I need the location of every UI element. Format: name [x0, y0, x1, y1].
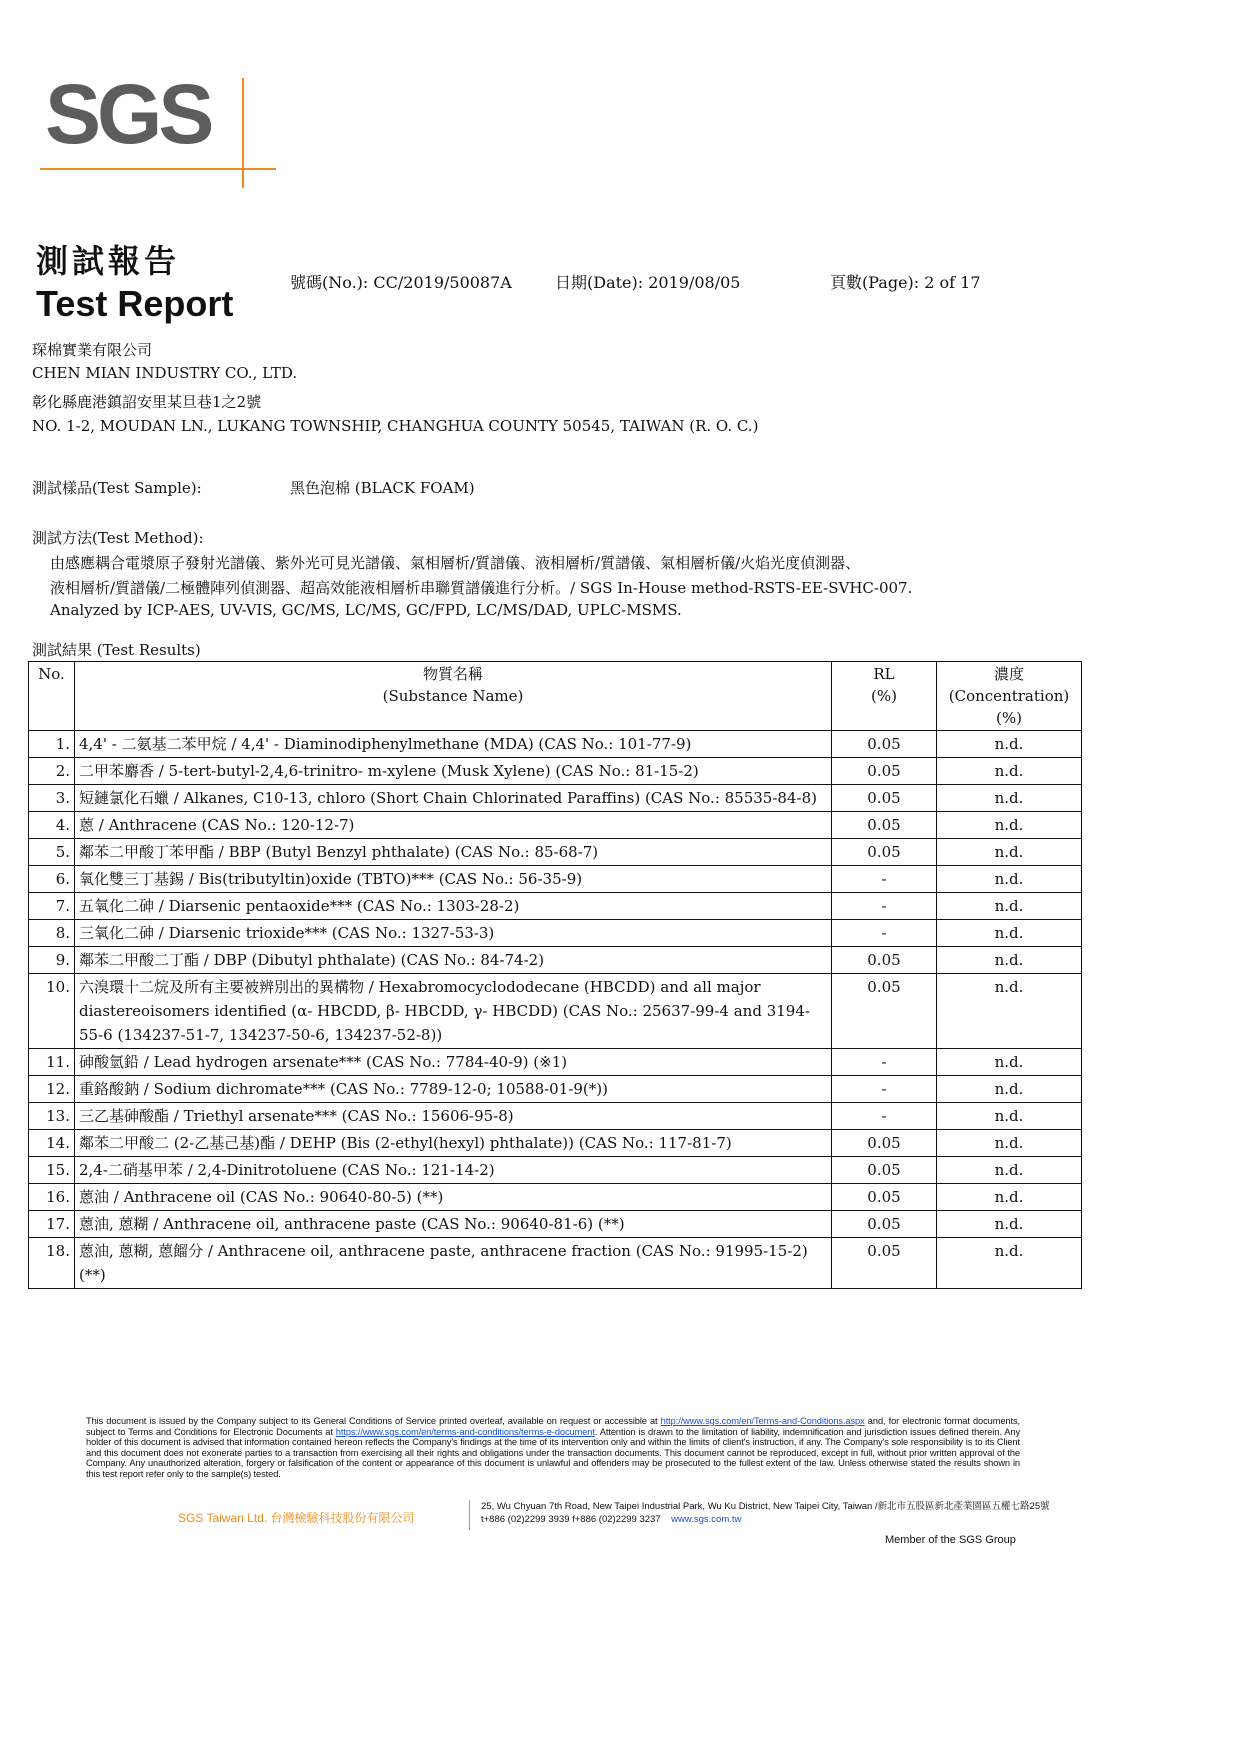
cell-rl: 0.05	[832, 1184, 937, 1211]
header-concentration	[937, 662, 1082, 731]
client-address-en: NO. 1-2, MOUDAN LN., LUKANG TOWNSHIP, CHANGHUA COUNTY 50545, TAIWAN (R. O. C.)	[32, 417, 759, 435]
cell-concentration: n.d.	[937, 1184, 1082, 1211]
table-row	[29, 731, 1082, 758]
cell-rl: -	[832, 1103, 937, 1130]
results-header-row	[29, 662, 1082, 731]
cell-concentration: n.d.	[937, 1130, 1082, 1157]
cell-rl: -	[832, 1049, 937, 1076]
client-name-cn: 琛棉實業有限公司	[32, 341, 153, 359]
e-document-terms-link[interactable]: https://www.sgs.com/en/terms-and-conditions/terms-e-document	[335, 1426, 595, 1437]
cell-concentration: n.d.	[937, 1103, 1082, 1130]
cell-concentration: n.d.	[937, 920, 1082, 947]
cell-no: 11.	[29, 1049, 75, 1076]
cell-substance-name: 砷酸氫鉛 / Lead hydrogen arsenate*** (CAS No.: 7784-40-9) (※1)	[75, 1049, 832, 1076]
test-method-line: 由感應耦合電漿原子發射光譜儀、紫外光可見光譜儀、氣相層析/質譜儀、液相層析/質譜儀、氣相層析儀/火焰光度偵測器、	[50, 554, 861, 572]
client-name-en: CHEN MIAN INDUSTRY CO., LTD.	[32, 364, 298, 382]
footer-contact	[481, 1500, 1050, 1526]
cell-rl: 0.05	[832, 812, 937, 839]
cell-substance-name: 五氧化二砷 / Diarsenic pentaoxide*** (CAS No.: 1303-28-2)	[75, 893, 832, 920]
logo-accent-line	[40, 168, 276, 170]
header-substance-en: (Substance Name)	[382, 687, 524, 705]
table-row	[29, 866, 1082, 893]
cell-no: 3.	[29, 785, 75, 812]
cell-no: 17.	[29, 1211, 75, 1238]
table-row	[29, 758, 1082, 785]
cell-substance-name: 鄰苯二甲酸丁苯甲酯 / BBP (Butyl Benzyl phthalate) (CAS No.: 85-68-7)	[75, 839, 832, 866]
cell-rl: 0.05	[832, 1211, 937, 1238]
cell-substance-name: 氧化雙三丁基錫 / Bis(tributyltin)oxide (TBTO)*** (CAS No.: 56-35-9)	[75, 866, 832, 893]
table-row	[29, 1238, 1082, 1289]
footer-website-link[interactable]: www.sgs.com.tw	[671, 1514, 742, 1525]
results-body	[29, 731, 1082, 1289]
table-row	[29, 785, 1082, 812]
cell-no: 5.	[29, 839, 75, 866]
cell-substance-name: 二甲苯麝香 / 5-tert-butyl-2,4,6-trinitro- m-xylene (Musk Xylene) (CAS No.: 81-15-2)	[75, 758, 832, 785]
cell-substance-name: 三氧化二砷 / Diarsenic trioxide*** (CAS No.: 1327-53-3)	[75, 920, 832, 947]
test-method-label: 測試方法(Test Method):	[32, 529, 204, 547]
cell-concentration: n.d.	[937, 785, 1082, 812]
cell-rl: 0.05	[832, 1238, 937, 1289]
table-row	[29, 1103, 1082, 1130]
cell-substance-name: 鄰苯二甲酸二丁酯 / DBP (Dibutyl phthalate) (CAS No.: 84-74-2)	[75, 947, 832, 974]
footer-address: 25, Wu Chyuan 7th Road, New Taipei Industrial Park, Wu Ku District, New Taipei City, Taiwan /新北市五股區新北產業園區五權七路25號	[481, 1501, 1050, 1512]
test-sample-label: 測試樣品(Test Sample):	[32, 479, 202, 497]
header-rl-unit: (%)	[871, 687, 897, 705]
cell-concentration: n.d.	[937, 758, 1082, 785]
cell-substance-name: 蒽 / Anthracene (CAS No.: 120-12-7)	[75, 812, 832, 839]
cell-concentration: n.d.	[937, 839, 1082, 866]
table-row	[29, 1184, 1082, 1211]
header-conc-unit: (%)	[996, 709, 1022, 727]
cell-rl: 0.05	[832, 785, 937, 812]
cell-rl: 0.05	[832, 1130, 937, 1157]
report-date: 日期(Date): 2019/08/05	[555, 273, 741, 292]
cell-rl: 0.05	[832, 947, 937, 974]
header-conc-cn: 濃度	[993, 665, 1024, 683]
cell-substance-name: 三乙基砷酸酯 / Triethyl arsenate*** (CAS No.: 15606-95-8)	[75, 1103, 832, 1130]
member-of-sgs: Member of the SGS Group	[885, 1534, 1016, 1546]
table-row	[29, 893, 1082, 920]
disclaimer-text: and, for electronic format documents, subject to Terms and Conditions for Electronic Documents at	[86, 1416, 1021, 1437]
cell-rl: 0.05	[832, 839, 937, 866]
client-address-cn: 彰化縣鹿港鎮詔安里某旦巷1之2號	[32, 393, 262, 411]
table-row	[29, 839, 1082, 866]
report-number: 號碼(No.): CC/2019/50087A	[290, 273, 512, 292]
cell-concentration: n.d.	[937, 1157, 1082, 1184]
footer-phone: t+886 (02)2299 3939 f+886 (02)2299 3237	[481, 1514, 661, 1525]
cell-rl: -	[832, 893, 937, 920]
cell-substance-name: 短鏈氯化石蠟 / Alkanes, C10-13, chloro (Short Chain Chlorinated Paraffins) (CAS No.: 85535-84-8)	[75, 785, 832, 812]
table-row	[29, 920, 1082, 947]
cell-substance-name: 4,4' - 二氨基二苯甲烷 / 4,4' - Diaminodiphenylmethane (MDA) (CAS No.: 101-77-9)	[75, 731, 832, 758]
table-row	[29, 1076, 1082, 1103]
cell-substance-name: 六溴環十二烷及所有主要被辨別出的異構物 / Hexabromocyclododecane (HBCDD) and all major diastereoisomers identified (α- HBCDD, β- HBCDD, γ- HBCDD) (CAS No.: 25637-99-4 and 3194-55-6 (134237-51-7, 134237-50-6, 134237-52-8))	[75, 974, 832, 1049]
cell-concentration: n.d.	[937, 1076, 1082, 1103]
test-results-label: 測試結果 (Test Results)	[32, 641, 201, 659]
cell-concentration: n.d.	[937, 947, 1082, 974]
cell-concentration: n.d.	[937, 1238, 1082, 1289]
sgs-logo-text: SGS	[45, 67, 211, 161]
cell-rl: 0.05	[832, 731, 937, 758]
disclaimer-text: . Attention is drawn to the limitation of liability, indemnification and jurisdiction issues defined therein. Any holder of this document is advised that information contained hereon reflects the Company's findings at the time of its intervention only and within the limits of client's instruction, if any. The Company's sole responsibility is to its Client and this document does not exonerate parties to a transaction from exercising all their rights and obligations under the transaction documents. This document cannot be reproduced, except in full, without prior written approval of the Company. Any unauthorized alteration, forgery or falsification of the content or appearance of this document is unlawful and offenders may be prosecuted to the fullest extent of the law. Unless otherwise stated the results shown in this test report refer only to the sample(s) tested.	[86, 1426, 1020, 1479]
table-row	[29, 1049, 1082, 1076]
footer-disclaimer	[86, 1416, 1020, 1480]
report-title-cn: 測試報告	[36, 242, 181, 280]
results-table	[28, 661, 1082, 1289]
footer-company: SGS Taiwan Ltd. 台灣檢驗科技股份有限公司	[178, 1511, 415, 1525]
cell-no: 7.	[29, 893, 75, 920]
footer-separator	[469, 1500, 470, 1530]
cell-substance-name: 蒽油, 蒽糊 / Anthracene oil, anthracene paste (CAS No.: 90640-81-6) (**)	[75, 1211, 832, 1238]
terms-link[interactable]: http://www.sgs.com/en/Terms-and-Conditions.aspx	[660, 1416, 865, 1426]
cell-no: 18.	[29, 1238, 75, 1289]
cell-concentration: n.d.	[937, 1211, 1082, 1238]
test-method-line: Analyzed by ICP-AES, UV-VIS, GC/MS, LC/MS, GC/FPD, LC/MS/DAD, UPLC-MSMS.	[50, 601, 682, 619]
cell-substance-name: 2,4-二硝基甲苯 / 2,4-Dinitrotoluene (CAS No.: 121-14-2)	[75, 1157, 832, 1184]
cell-concentration: n.d.	[937, 812, 1082, 839]
cell-rl: 0.05	[832, 974, 937, 1049]
cell-no: 9.	[29, 947, 75, 974]
table-row	[29, 1157, 1082, 1184]
cell-substance-name: 重鉻酸鈉 / Sodium dichromate*** (CAS No.: 7789-12-0; 10588-01-9(*))	[75, 1076, 832, 1103]
cell-substance-name: 蒽油 / Anthracene oil (CAS No.: 90640-80-5) (**)	[75, 1184, 832, 1211]
cell-no: 14.	[29, 1130, 75, 1157]
table-row	[29, 974, 1082, 1049]
cell-concentration: n.d.	[937, 893, 1082, 920]
table-row	[29, 812, 1082, 839]
cell-no: 10.	[29, 974, 75, 1049]
cell-no: 6.	[29, 866, 75, 893]
disclaimer-text: This document is issued by the Company subject to its General Conditions of Service printed overleaf, available on request or accessible at	[86, 1416, 658, 1426]
table-row	[29, 1130, 1082, 1157]
header-substance	[75, 662, 832, 731]
test-sample-value: 黑色泡棉 (BLACK FOAM)	[290, 479, 475, 497]
cell-no: 12.	[29, 1076, 75, 1103]
test-method-line: 液相層析/質譜儀/二極體陣列偵測器、超高效能液相層析串聯質譜儀進行分析。/ SGS In-House method-RSTS-EE-SVHC-007.	[50, 579, 913, 597]
cell-no: 1.	[29, 731, 75, 758]
cell-concentration: n.d.	[937, 866, 1082, 893]
cell-no: 16.	[29, 1184, 75, 1211]
report-title-en: Test Report	[36, 283, 234, 324]
table-row	[29, 947, 1082, 974]
header-no-text: No.	[38, 665, 65, 683]
cell-no: 2.	[29, 758, 75, 785]
cell-no: 8.	[29, 920, 75, 947]
cell-concentration: n.d.	[937, 1049, 1082, 1076]
cell-rl: -	[832, 920, 937, 947]
cell-substance-name: 蒽油, 蒽糊, 蒽餾分 / Anthracene oil, anthracene paste, anthracene fraction (CAS No.: 91995-15-2) (**)	[75, 1238, 832, 1289]
cell-substance-name: 鄰苯二甲酸二 (2-乙基己基)酯 / DEHP (Bis (2-ethyl(hexyl) phthalate)) (CAS No.: 117-81-7)	[75, 1130, 832, 1157]
logo-accent-line-vertical	[242, 78, 244, 188]
cell-rl: 0.05	[832, 758, 937, 785]
cell-rl: -	[832, 1076, 937, 1103]
header-rl-text: RL	[873, 665, 895, 683]
header-substance-cn: 物質名稱	[422, 665, 483, 683]
cell-no: 15.	[29, 1157, 75, 1184]
header-conc-en: (Concentration)	[948, 687, 1070, 705]
cell-concentration: n.d.	[937, 731, 1082, 758]
cell-no: 4.	[29, 812, 75, 839]
table-row	[29, 1211, 1082, 1238]
header-rl	[832, 662, 937, 731]
page-number: 頁數(Page): 2 of 17	[830, 273, 981, 292]
cell-rl: -	[832, 866, 937, 893]
cell-no: 13.	[29, 1103, 75, 1130]
header-no	[29, 662, 75, 731]
cell-concentration: n.d.	[937, 974, 1082, 1049]
cell-rl: 0.05	[832, 1157, 937, 1184]
